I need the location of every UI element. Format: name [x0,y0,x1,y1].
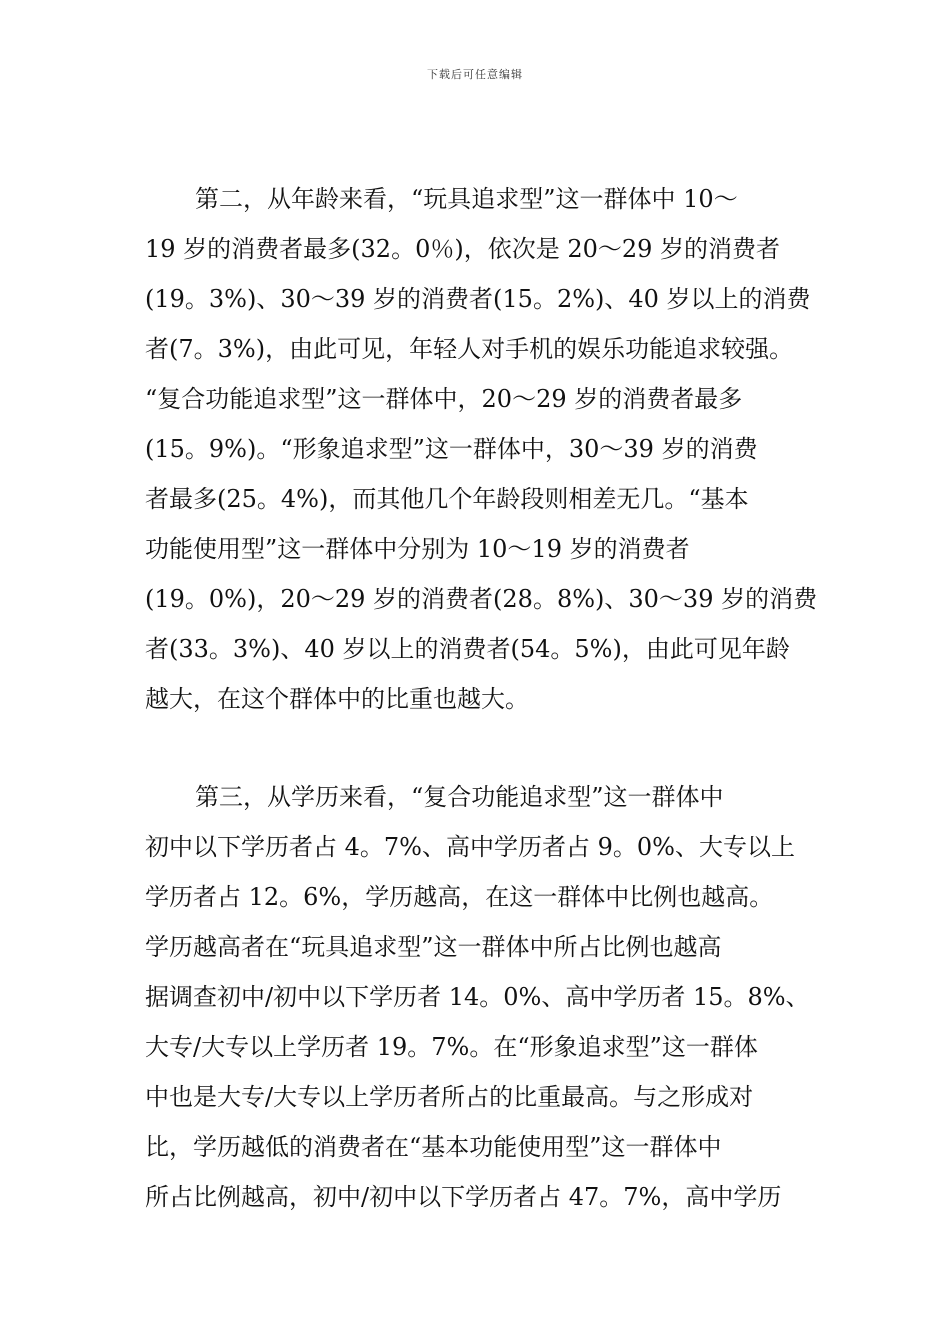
paragraph-2-line-3: 学历者占 12。6%，学历越高，在这一群体中比例也越高。 [145,883,774,911]
paragraph-2-line-9: 所占比例越高，初中/初中以下学历者占 47。7%，高中学历 [145,1183,782,1211]
paragraph-2-line-5: 据调查初中/初中以下学历者 14。0%、高中学历者 15。8%、 [145,983,810,1011]
paragraph-2-line-2: 初中以下学历者占 4。7%、高中学历者占 9。0%、大专以上 [145,833,795,861]
paragraph-1-line-1: 第二，从年龄来看，“玩具追求型”这一群体中 10～ [195,185,738,213]
paragraph-2-line-7: 中也是大专/大专以上学历者所占的比重最高。与之形成对 [145,1083,754,1111]
paragraph-1-line-7: 者最多(25。4%)，而其他几个年龄段则相差无几。“基本 [145,485,749,513]
paragraph-1-line-10: 者(33。3%)、40 岁以上的消费者(54。5%)，由此可见年龄 [145,635,790,663]
page-header: 下载后可任意编辑 [427,68,523,81]
paragraph-1-line-5: “复合功能追求型”这一群体中，20～29 岁的消费者最多 [145,385,743,413]
paragraph-2-line-1: 第三，从学历来看，“复合功能追求型”这一群体中 [195,783,724,811]
paragraph-1-line-8: 功能使用型”这一群体中分别为 10～19 岁的消费者 [145,535,690,563]
paragraph-2-line-4: 学历越高者在“玩具追求型”这一群体中所占比例也越高 [145,933,722,961]
paragraph-1-line-6: (15。9%)。“形象追求型”这一群体中，30～39 岁的消费 [145,435,758,463]
paragraph-1-line-4: 者(7。3%)，由此可见，年轻人对手机的娱乐功能追求较强。 [145,335,794,363]
paragraph-1-line-3: (19。3%)、30～39 岁的消费者(15。2%)、40 岁以上的消费 [145,285,811,313]
paragraph-1-line-11: 越大，在这个群体中的比重也越大。 [145,685,529,713]
paragraph-1-line-9: (19。0%)，20～29 岁的消费者(28。8%)、30～39 岁的消费 [145,585,818,613]
paragraph-2-line-8: 比，学历越低的消费者在“基本功能使用型”这一群体中 [145,1133,722,1161]
paragraph-2-line-6: 大专/大专以上学历者 19。7%。在“形象追求型”这一群体 [145,1033,758,1061]
paragraph-1-line-2: 19 岁的消费者最多(32。0％)，依次是 20～29 岁的消费者 [145,235,781,263]
